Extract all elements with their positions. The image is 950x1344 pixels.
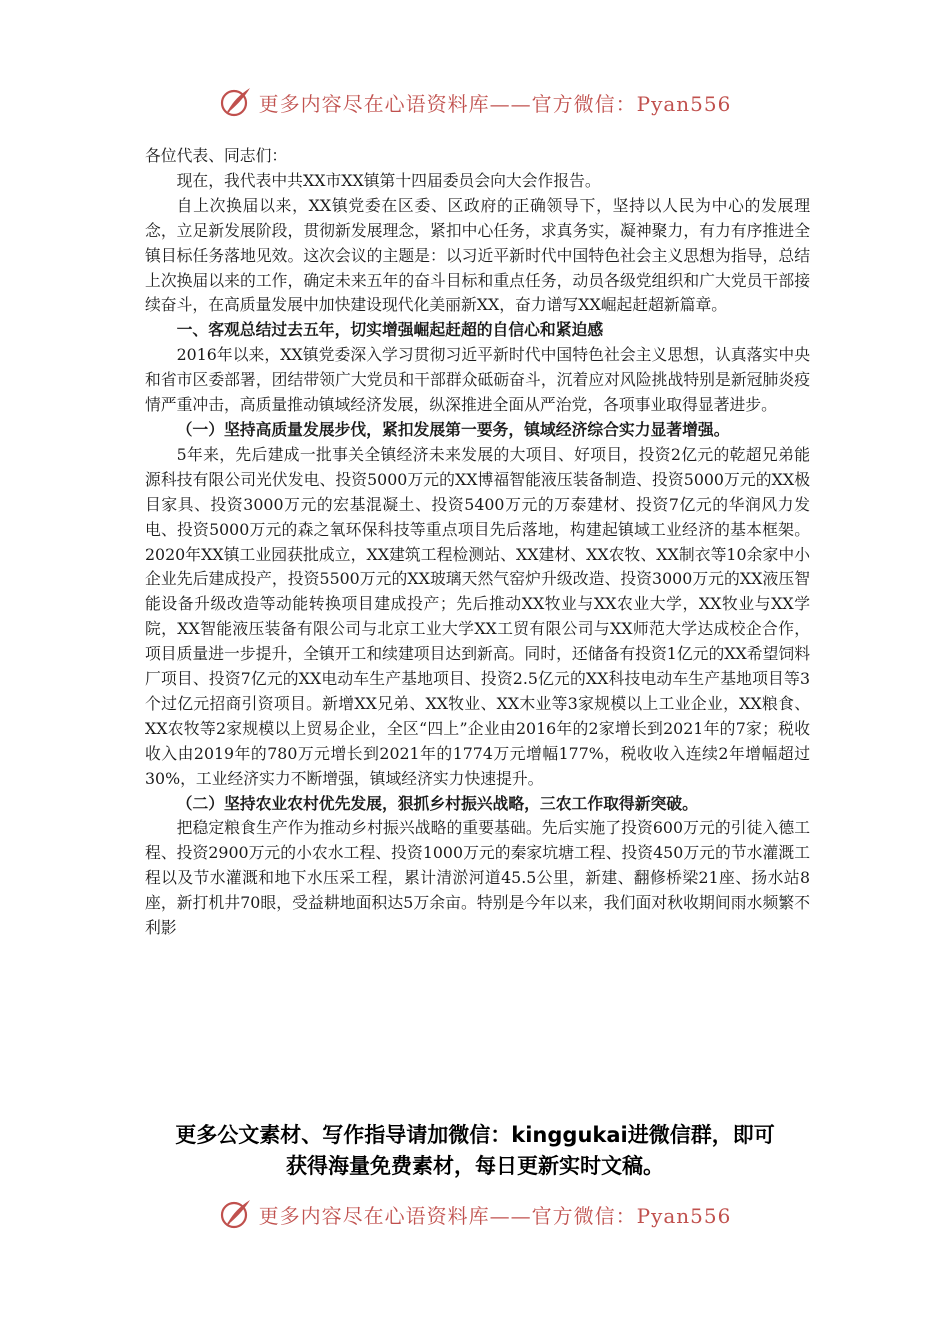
promo-notice	[120, 1120, 830, 1182]
paragraph: 2016年以来，XX镇党委深入学习贯彻习近平新时代中国特色社会主义思想，认真落实中央和省市区委部署，团结带领广大党员和干部群众砥砺奋斗，沉着应对风险挑战特别是新冠肺炎疫情严重冲击，高质量推动镇域经济发展，纵深推进全面从严治党，各项事业取得显著进步。	[145, 345, 810, 415]
promo-line-1: 更多公文素材、写作指导请加微信：kinggukai进微信群，即可	[175, 1123, 775, 1147]
header-banner	[0, 82, 950, 122]
promo-line-2: 获得海量免费素材，每日更新实时文稿。	[286, 1154, 664, 1178]
banner-text: 更多内容尽在心语资料库——官方微信：Pyan556	[258, 91, 732, 116]
banner-text: 更多内容尽在心语资料库——官方微信：Pyan556	[258, 1203, 732, 1228]
paragraph: 把稳定粮食生产作为推动乡村振兴战略的重要基础。先后实施了投资600万元的引徒入德工程、投资2900万元的小农水工程、投资1000万元的秦家坑塘工程、投资450万元的节水灌溉工程以及节水灌溉和地下水压采工程，累计清淤河道45.5公里，新建、翻修桥梁21座、扬水站8座，新打机井70眼，受益耕地面积达5万余亩。特别是今年以来，我们面对秋收期间雨水频繁不利影	[145, 818, 810, 938]
section-heading: （二）坚持农业农村优先发展，狠抓乡村振兴战略，三农工作取得新突破。	[176, 793, 698, 813]
paragraph: 现在，我代表中共XX市XX镇第十四届委员会向大会作报告。	[176, 170, 601, 190]
section-heading: （一）坚持高质量发展步伐，紧扣发展第一要务，镇域经济综合实力显著增强。	[176, 419, 730, 439]
section-heading: 一、客观总结过去五年，切实增强崛起赶超的自信心和紧迫感	[176, 320, 604, 340]
quill-pen-logo-icon	[219, 85, 253, 119]
paragraph: 5年来，先后建成一批事关全镇经济未来发展的大项目、好项目，投资2亿元的乾超兄弟能源科技有限公司光伏发电、投资5000万元的XX博福智能液压装备制造、投资5000万元的XX极目家具、投资3000万元的宏基混凝土、投资5400万元的万泰建材、投资7亿元的华润风力发电、投资5000万元的森之氧环保科技等重点项目先后落地，构建起镇域工业经济的基本框架。2020年XX镇工业园获批成立，XX建筑工程检测站、XX建材、XX农牧、XX制衣等10余家中小企业先后建成投产，投资5500万元的XX玻璃天然气窑炉升级改造、投资3000万元的XX液压智能设备升级改造等动能转换项目建成投产；先后推动XX牧业与XX农业大学，XX牧业与XX学院，XX智能液压装备有限公司与北京工业大学XX工贸有限公司与XX师范大学达成校企合作，项目质量进一步提升，全镇开工和续建项目达到新高。同时，还储备有投资1亿元的XX希望饲料厂项目、投资7亿元的XX电动车生产基地项目、投资2.5亿元的XX科技电动车生产基地项目等3个过亿元招商引资项目。新增XX兄弟、XX牧业、XX木业等3家规模以上工业企业，XX粮食、XX农牧等2家规模以上贸易企业，全区“四上”企业由2016年的2家增长到2021年的7家；税收收入由2019年的780万元增长到2021年的1774万元增幅177%，税收收入连续2年增幅超过30%，工业经济实力不断增强，镇域经济实力快速提升。	[145, 444, 810, 788]
document-body	[145, 144, 810, 941]
paragraph: 各位代表、同志们：	[145, 146, 288, 165]
footer-banner	[0, 1194, 950, 1234]
quill-pen-logo-icon	[219, 1197, 253, 1231]
paragraph: 自上次换届以来，XX镇党委在区委、区政府的正确领导下，坚持以人民为中心的发展理念，立足新发展阶段，贯彻新发展理念，紧扣中心任务，求真务实，凝神聚力，有力有序推进全镇目标任务落地见效。这次会议的主题是：以习近平新时代中国特色社会主义思想为指导，总结上次换届以来的工作，确定未来五年的奋斗目标和重点任务，动员各级党组织和广大党员干部接续奋斗，在高质量发展中加快建设现代化美丽新XX，奋力谱写XX崛起赶超新篇章。	[145, 195, 810, 315]
